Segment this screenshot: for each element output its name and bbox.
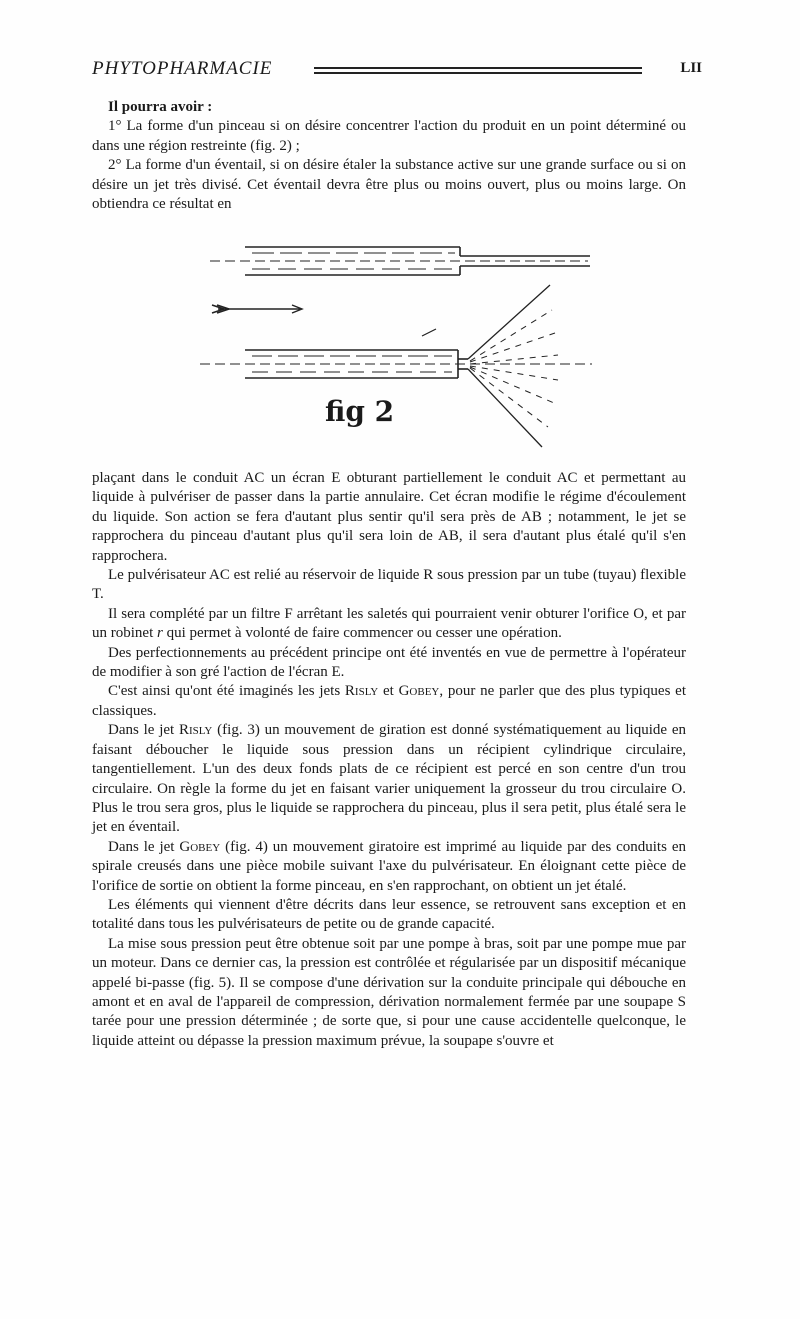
figure-2 (190, 235, 610, 453)
name-risly: Risly (344, 683, 379, 700)
figure-label: fig 2 (325, 395, 395, 428)
text-run: C'est ainsi qu'ont été imaginés les jets (108, 683, 345, 700)
name-gobey: Gobey (398, 683, 440, 700)
name-gobey: Gobey (179, 838, 221, 855)
name-risly: Risly (179, 722, 213, 739)
paragraph-intro: Il pourra avoir : (108, 99, 213, 115)
text-run: Dans le jet (108, 838, 180, 855)
running-title: PHYTOPHARMACIE (92, 58, 273, 79)
paragraph (92, 605, 686, 644)
text-run: (fig. 4) un mouvement giratoire est imprimé au liquide par des conduits en spirale creusés dans une pièce mobile suivant l'axe du pulvérisateur. En éloignant cette pièce de l'orifice de sortie on obtient la forme pinceau, en s'en rapprochant, on obtient un jet étalé. (92, 838, 686, 894)
paragraph: Des perfectionnements au précédent principe ont été inventés en vue de permettre à l'opérateur de modifier à son gré l'action de l'écran E. (92, 644, 686, 681)
paragraph-continuation: plaçant dans le conduit AC un écran E obturant partiellement le conduit AC et permettant au liquide à pulvériser de passer dans la partie annulaire. Cet écran modifie le régime d'écoulement du liquide. Son action se fera d'autant plus sentir qu'il sera près de AB ; notamment, le jet se rapprochera du pinceau d'autant plus qu'il sera loin de AB, il sera d'autant plus étalé qu'il s'en rapprochera. (92, 470, 686, 564)
page-header (92, 58, 708, 86)
text-run: qui permet à volonté de faire commencer ou cesser une opération. (162, 625, 562, 642)
paragraph (92, 838, 686, 896)
figure-2-drawing (190, 235, 610, 453)
paragraph: La mise sous pression peut être obtenue soit par une pompe à bras, soit par une pompe mue par un moteur. Dans ce dernier cas, la pression est contrôlée et régularisée par un dispositif mécanique appelé bi-passe (fig. 5). Il se compose d'une dérivation sur la conduite principale qui débouche en amont et en aval de l'appareil de compression, dérivation normalement fermée par une soupape S tarée pour une pression déterminée ; de sorte que, si pour une cause accidentelle quelconque, le liquide atteint ou dépasse la pression maximum prévue, la soupape s'ouvre et (92, 935, 686, 1049)
text-run: , pour ne parler que des plus typiques et classiques. (92, 683, 686, 719)
text-run: (fig. 3) un mouvement de giration est donné systématiquement au liquide en faisant déboucher le liquide sous pression dans un récipient cylindrique circulaire, tangentiellement. L'un des deux fonds plats de ce récipient est percé en son centre d'un trou circulaire. On règle la forme du jet en faisant varier uniquement la grosseur du trou circulaire O. Plus le trou sera gros, plus le liquide se rapprochera du pinceau, plus il sera petit, plus étalé sera le jet en éventail. (92, 722, 686, 836)
paragraph (92, 682, 686, 721)
paragraph-item-2: 2° La forme d'un éventail, si on désire étaler la substance active sur une grande surface ou si on désire un jet très divisé. Cet éventail devra être plus ou moins ouvert, plus ou moins large. On obtiendra ce résultat en (92, 157, 686, 213)
page-number: LII (680, 60, 702, 76)
paragraph (92, 721, 686, 837)
header-double-rule (314, 67, 642, 74)
text-block-bottom (92, 469, 686, 1051)
paragraph: Les éléments qui viennent d'être décrits dans leur essence, se retrouvent sans exception et en totalité dans tous les pulvérisateurs de petite ou de grande capacité. (92, 896, 686, 933)
text-run: et (378, 683, 399, 700)
text-run: Il sera complété par un filtre F arrêtant les saletés qui pourraient venir obturer l'orifice O, et par un robinet (92, 605, 686, 642)
text-run: Dans le jet (108, 722, 180, 739)
text-block-top (92, 98, 686, 214)
paragraph-item-1: 1° La forme d'un pinceau si on désire concentrer l'action du produit en un point déterminé ou dans une région restreinte (fig. 2) ; (92, 118, 686, 154)
paragraph: Le pulvérisateur AC est relié au réservoir de liquide R sous pression par un tube (tuyau) flexible T. (92, 567, 686, 603)
italic-letter: r (157, 625, 163, 642)
